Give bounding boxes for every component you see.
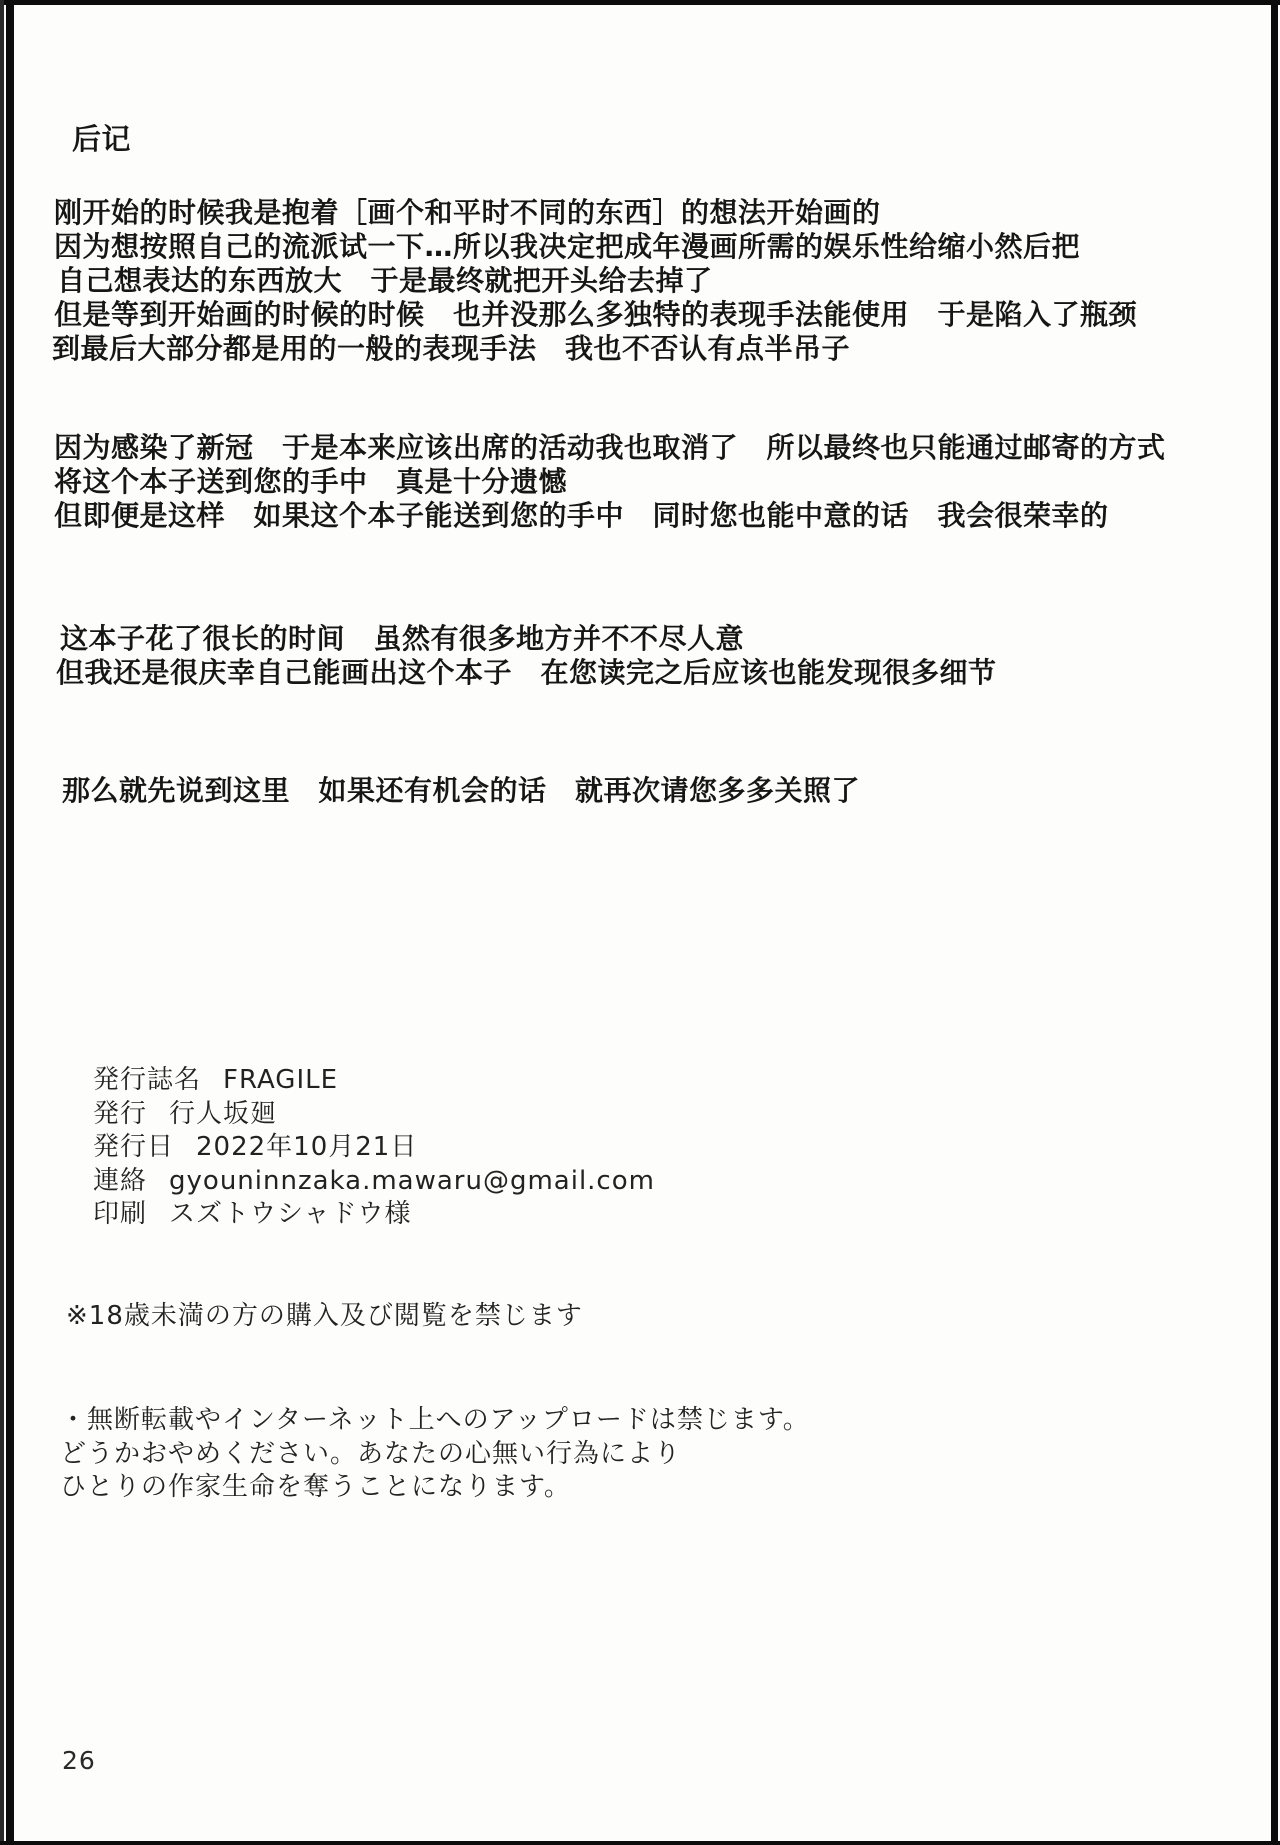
colophon-email-value: gyouninnzaka.mawaru@gmail.com [169,1165,655,1196]
afterword-line: 将这个本子送到您的手中 真是十分遗憾 [54,465,568,498]
colophon-label: 発行 [93,1098,148,1129]
colophon-label: 発行日 [93,1132,175,1162]
colophon-value: 行人坂廻 [169,1098,278,1129]
afterword-line: 因为感染了新冠 于是本来应该出席的活动我也取消了 所以最终也只能通过邮寄的方式 [54,431,1166,464]
colophon-row-contact-email [93,1165,655,1199]
afterword-line: 因为想按照自己的流派试一下…所以我决定把成年漫画所需的娱乐性给缩小然后把 [54,230,1081,263]
colophon-row-publisher [93,1098,655,1132]
colophon-row-printer [93,1198,655,1232]
scan-edge-top [0,0,1280,5]
scan-edge-right [1271,0,1278,1845]
afterword-line: 自己想表达的东西放大 于是最终就把开头给去掉了 [57,264,713,297]
notice-line: どうかおやめください。あなたの心無い行為により [60,1438,682,1469]
colophon-block [93,1064,655,1232]
colophon-value: FRAGILE [223,1065,339,1095]
scan-edge-left [6,0,14,1845]
colophon-row-publication-date [93,1131,655,1165]
colophon-value: スズトウシャドウ様 [169,1199,412,1229]
afterword-line: 到最后大部分都是用的一般的表现手法 我也不否认有点半吊子 [52,332,851,365]
no-reupload-notice [60,1404,810,1505]
scan-edge-bottom [0,1841,1280,1845]
page-number: 26 [62,1746,96,1775]
afterword-line: 这本子花了很长的时间 虽然有很多地方并不不尽人意 [60,622,745,655]
colophon-label: 印刷 [93,1199,148,1229]
afterword-closing-line: 那么就先说到这里 如果还有机会的话 就再次请您多多关照了 [62,774,861,807]
colophon-row-publication-name [93,1064,655,1098]
age-restriction-notice: ※18歳未満の方の購入及び閲覧を禁じます [66,1301,583,1331]
notice-line: ひとりの作家生命を奪うことになります。 [60,1472,571,1502]
notice-line: ・無断転載やインターネット上へのアップロードは禁じます。 [60,1405,810,1435]
scan-edge-left-outer [0,0,4,1845]
afterword-line: 但是等到开始画的时候的时候 也并没那么多独特的表现手法能使用 于是陷入了瓶颈 [54,298,1138,331]
colophon-value: 2022年10月21日 [196,1132,418,1162]
afterword-line: 刚开始的时候我是抱着［画个和平时不同的东西］的想法开始画的 [54,196,881,229]
colophon-label: 連絡 [93,1165,148,1196]
afterword-line: 但我还是很庆幸自己能画出这个本子 在您读完之后应该也能发现很多细节 [56,656,997,689]
afterword-title: 后记 [72,122,132,156]
colophon-label: 発行誌名 [93,1065,202,1095]
afterword-line: 但即便是这样 如果这个本子能送到您的手中 同时您也能中意的话 我会很荣幸的 [54,499,1109,532]
